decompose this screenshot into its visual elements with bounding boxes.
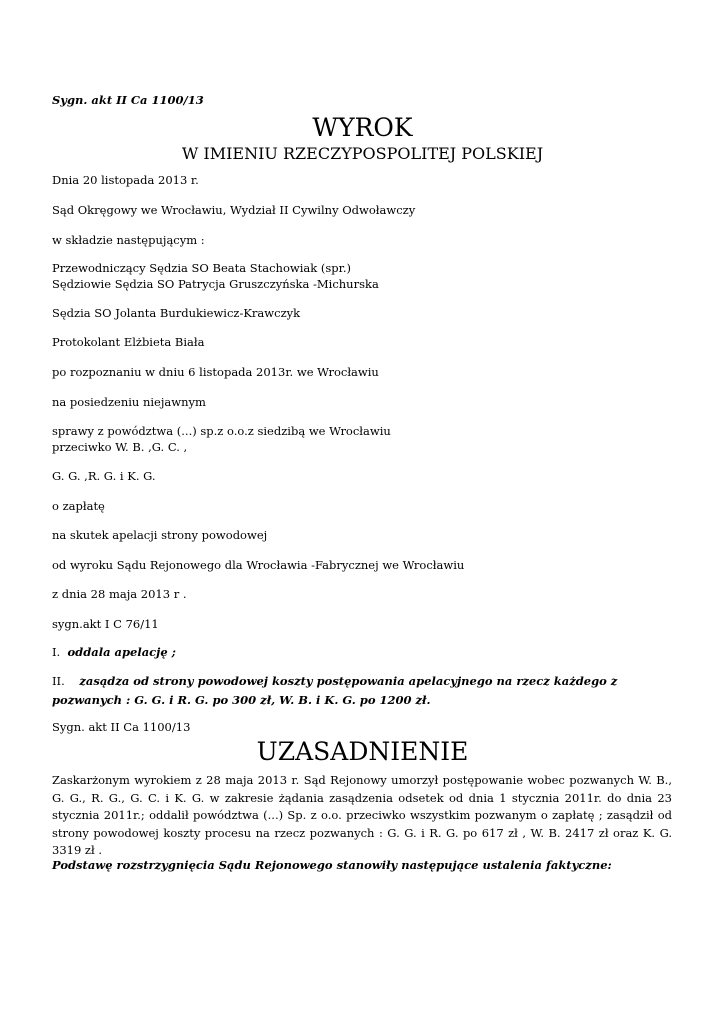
facts-heading: Podstawę rozstrzygnięcia Sądu Rejonowego stanowiły następujące ustalenia faktyczne: (52, 858, 612, 872)
date-line: Dnia 20 listopada 2013 r. (52, 173, 199, 187)
ruling-item-2 (52, 672, 672, 710)
chair-judge: Przewodniczący Sędzia SO Beata Stachowiak (spr.) (52, 261, 352, 275)
justification-paragraph: Zaskarżonym wyrokiem z 28 maja 2013 r. Sąd Rejonowy umorzył postępowanie wobec pozwanych W. B., G. G., R. G., G. C. i K. G. w zakresie żądania zasądzenia odsetek od dnia 1 stycznia 2011r. do dnia 23 stycznia 2011r.; oddalił powództwa (...) Sp. z o.o. przeciwko wszystkim pozwanym o zapłatę ; zasądził od strony powodowej koszty procesu na rzecz pozwanych : G. G. i R. G. po 617 zł , W. B. 2417 zł oraz K. G. 3319 zł . (52, 773, 672, 857)
third-judge: Sędzia SO Jolanta Burdukiewicz-Krawczyk (52, 306, 301, 320)
composition-line: w składzie następującym : (52, 233, 205, 247)
judgment-signature-line: sygn.akt I C 76/11 (52, 617, 159, 631)
justification-title: UZASADNIENIE (256, 737, 469, 766)
judgment-from-line: od wyroku Sądu Rejonowego dla Wrocławia -Fabrycznej we Wrocławiu (52, 558, 465, 572)
ruling-item-1-text: oddala apelację ; (67, 645, 176, 659)
hearing-line: po rozpoznaniu w dniu 6 listopada 2013r. we Wrocławiu (52, 365, 379, 379)
court-name: Sąd Okręgowy we Wrocławiu, Wydział II Cywilny Odwoławczy (52, 203, 416, 217)
justification-signature: Sygn. akt II Ca 1100/13 (52, 720, 191, 734)
ruling-item-2-number: II. (52, 674, 65, 688)
case-signature: Sygn. akt II Ca 1100/13 (52, 93, 204, 107)
defendants-line: G. G. ,R. G. i K. G. (52, 469, 156, 483)
judgment-subtitle: W IMIENIU RZECZYPOSPOLITEJ POLSKIEJ (181, 144, 544, 163)
appeal-line: na skutek apelacji strony powodowej (52, 528, 268, 542)
subject-line: o zapłatę (52, 499, 105, 513)
associate-judges: Sędziowie Sędzia SO Patrycja Gruszczyńska -Michurska (52, 277, 379, 291)
case-line-2: przeciwko W. B. ,G. C. , (52, 440, 188, 454)
case-line-1: sprawy z powództwa (...) sp.z o.o.z siedzibą we Wrocławiu (52, 424, 391, 438)
ruling-item-2-text-line-2: pozwanych : G. G. i R. G. po 300 zł, W. B. i K. G. po 1200 zł. (52, 693, 431, 707)
judgment-date-line: z dnia 28 maja 2013 r . (52, 587, 187, 601)
ruling-item-1-number: I. (52, 645, 61, 659)
judgment-title: WYROK (312, 113, 413, 142)
clerk-line: Protokolant Elżbieta Biała (52, 335, 205, 349)
ruling-item-2-text-line-1: zasądza od strony powodowej koszty postępowania apelacyjnego na rzecz każdego z (79, 674, 618, 688)
session-line: na posiedzeniu niejawnym (52, 395, 206, 409)
ruling-item-1 (52, 644, 176, 660)
